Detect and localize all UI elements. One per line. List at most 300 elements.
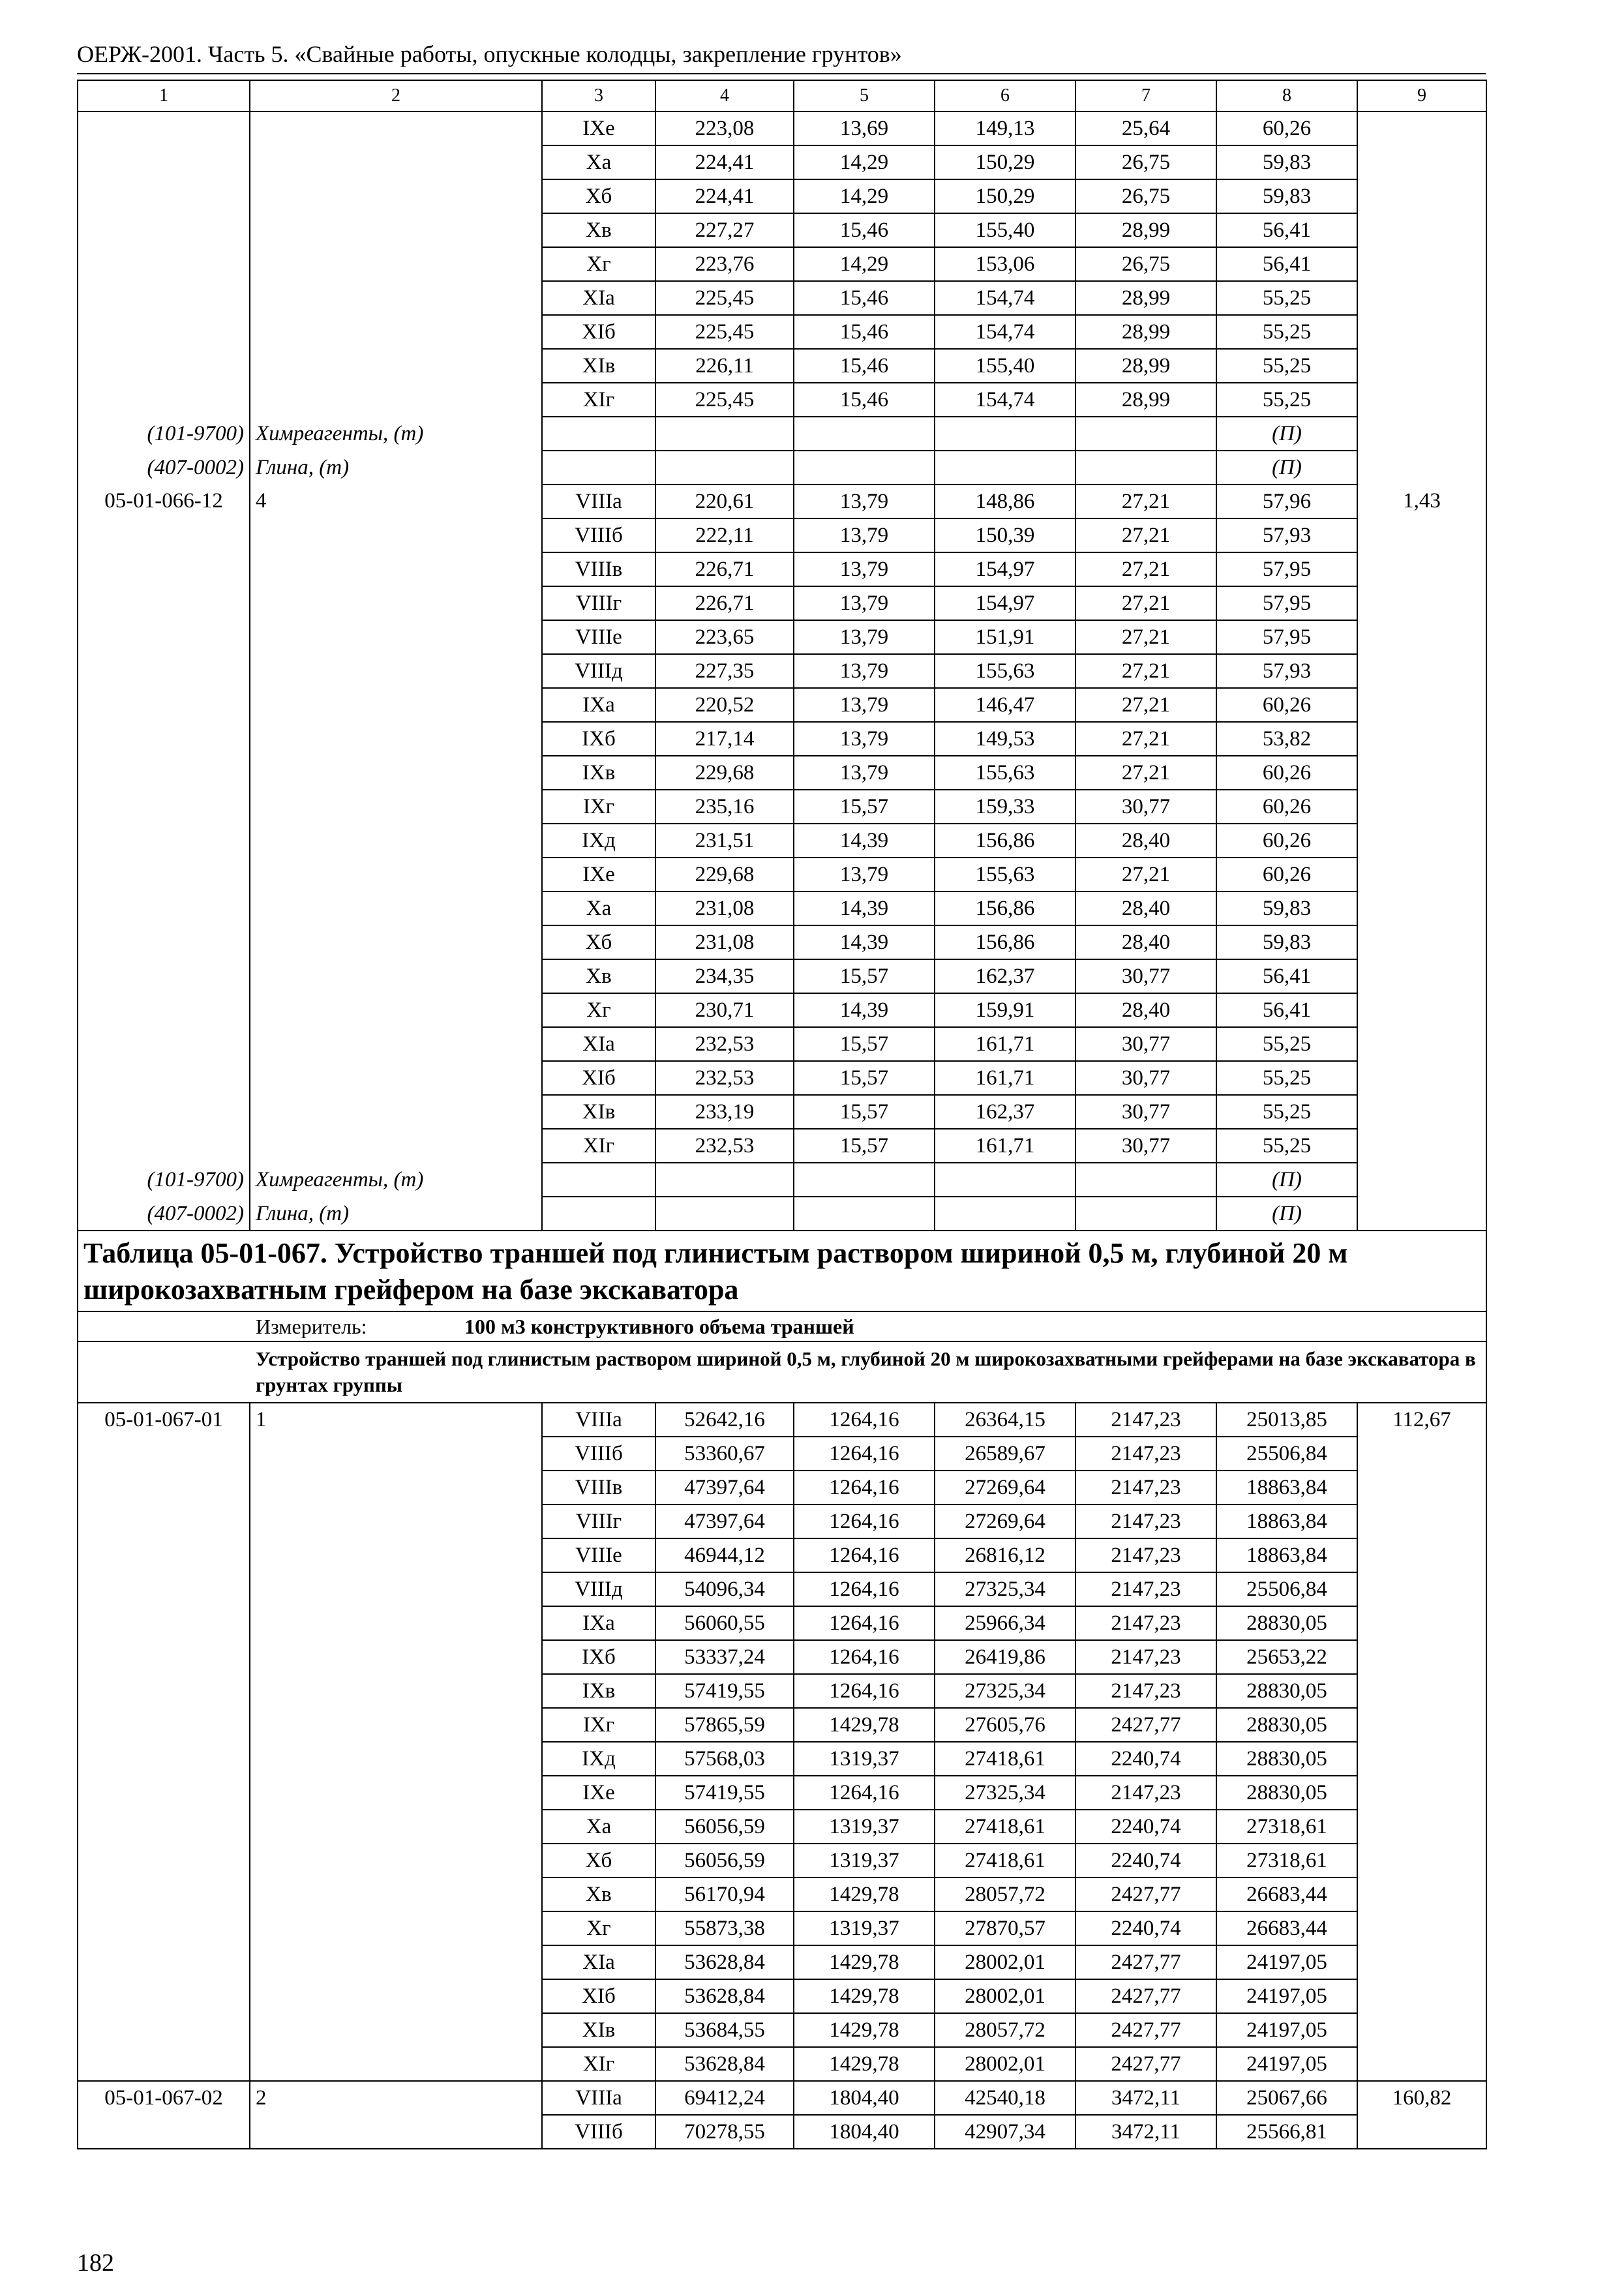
value-cell: 3472,11	[1075, 2115, 1216, 2149]
rate-code	[78, 858, 250, 891]
rate-code	[78, 620, 250, 654]
value-cell: 30,77	[1075, 1095, 1216, 1129]
value-cell: 159,91	[935, 993, 1075, 1027]
item-name	[250, 1027, 542, 1061]
value-cell: 57,95	[1216, 620, 1357, 654]
col-number: 3	[542, 80, 655, 112]
item-name	[250, 722, 542, 756]
value-cell: 27418,61	[935, 1844, 1075, 1878]
empty-cell	[794, 451, 935, 485]
item-name	[250, 315, 542, 349]
col9-value	[1357, 1061, 1486, 1095]
header-rule	[77, 73, 1486, 74]
rates-table-body	[78, 80, 1486, 2149]
value-cell: 1264,16	[794, 1674, 935, 1708]
value-cell: 55,25	[1216, 281, 1357, 315]
resource-unit: (П)	[1216, 417, 1357, 451]
rate-code	[78, 179, 250, 213]
resource-code: (101-9700)	[78, 1163, 250, 1197]
item-name: 2	[250, 2081, 542, 2149]
rate-code	[78, 145, 250, 179]
item-name	[250, 552, 542, 586]
value-cell: 28,40	[1075, 824, 1216, 858]
col9-value	[1357, 552, 1486, 586]
col9-value	[1357, 688, 1486, 722]
item-name	[250, 1061, 542, 1095]
item-name	[250, 858, 542, 891]
value-cell: 27269,64	[935, 1471, 1075, 1504]
soil-group: VIIIб	[542, 1437, 655, 1471]
value-cell: 28830,05	[1216, 1742, 1357, 1776]
value-cell: 27269,64	[935, 1504, 1075, 1538]
col9-value	[1357, 383, 1486, 417]
col-number: 2	[250, 80, 542, 112]
value-cell: 1429,78	[794, 1979, 935, 2013]
value-cell: 1429,78	[794, 1945, 935, 1979]
value-cell: 53337,24	[655, 1640, 794, 1674]
rate-code	[78, 281, 250, 315]
value-cell: 60,26	[1216, 756, 1357, 790]
resource-row	[78, 451, 1486, 485]
value-cell: 27325,34	[935, 1572, 1075, 1606]
col9-value	[1357, 281, 1486, 315]
resource-row	[78, 1163, 1486, 1197]
value-cell: 155,63	[935, 756, 1075, 790]
soil-group: Xб	[542, 179, 655, 213]
value-cell: 231,08	[655, 925, 794, 959]
value-cell: 26,75	[1075, 179, 1216, 213]
value-cell: 2427,77	[1075, 2013, 1216, 2047]
item-name	[250, 586, 542, 620]
value-cell: 26,75	[1075, 247, 1216, 281]
item-name	[250, 756, 542, 790]
col9-value	[1357, 112, 1486, 145]
empty-cell	[1075, 1197, 1216, 1231]
value-cell: 2240,74	[1075, 1844, 1216, 1878]
col9-value	[1357, 722, 1486, 756]
rate-code	[78, 688, 250, 722]
value-cell: 28,99	[1075, 349, 1216, 383]
value-cell: 13,79	[794, 722, 935, 756]
rate-code	[78, 756, 250, 790]
value-cell: 55,25	[1216, 315, 1357, 349]
value-cell: 27,21	[1075, 552, 1216, 586]
resource-row	[78, 417, 1486, 451]
value-cell: 52642,16	[655, 1403, 794, 1437]
value-cell: 27,21	[1075, 858, 1216, 891]
description-row	[78, 1341, 1486, 1403]
value-cell: 13,79	[794, 654, 935, 688]
value-cell: 25067,66	[1216, 2081, 1357, 2115]
value-cell: 24197,05	[1216, 2047, 1357, 2081]
soil-group: VIIIб	[542, 2115, 655, 2149]
value-cell: 1429,78	[794, 2047, 935, 2081]
table-row	[78, 722, 1486, 756]
col9-value	[1357, 1129, 1486, 1163]
table-row	[78, 2081, 1486, 2115]
measure-line	[78, 1311, 1486, 1341]
value-cell: 15,57	[794, 1095, 935, 1129]
item-name: 4	[250, 485, 542, 518]
value-cell: 27418,61	[935, 1810, 1075, 1844]
value-cell: 13,79	[794, 485, 935, 518]
value-cell: 154,74	[935, 281, 1075, 315]
value-cell: 27870,57	[935, 1911, 1075, 1945]
col9-value	[1357, 247, 1486, 281]
col-number: 9	[1357, 80, 1486, 112]
col9-value	[1357, 451, 1486, 485]
value-cell: 28002,01	[935, 2047, 1075, 2081]
table-row	[78, 620, 1486, 654]
value-cell: 1319,37	[794, 1742, 935, 1776]
value-cell: 2147,23	[1075, 1674, 1216, 1708]
value-cell: 70278,55	[655, 2115, 794, 2149]
table-row	[78, 993, 1486, 1027]
rate-code	[78, 518, 250, 552]
value-cell: 155,40	[935, 349, 1075, 383]
item-name	[250, 349, 542, 383]
item-name	[250, 959, 542, 993]
value-cell: 15,46	[794, 213, 935, 247]
soil-group: VIIIв	[542, 1471, 655, 1504]
rate-code	[78, 349, 250, 383]
value-cell: 69412,24	[655, 2081, 794, 2115]
soil-group: XIб	[542, 1979, 655, 2013]
col9-value	[1357, 993, 1486, 1027]
value-cell: 15,57	[794, 1061, 935, 1095]
empty-cell	[542, 1163, 655, 1197]
item-name	[250, 213, 542, 247]
rate-code	[78, 925, 250, 959]
item-name	[250, 790, 542, 824]
table-row	[78, 1403, 1486, 1437]
soil-group: XIг	[542, 383, 655, 417]
item-name	[250, 1095, 542, 1129]
value-cell: 28830,05	[1216, 1708, 1357, 1742]
table-row	[78, 790, 1486, 824]
soil-group: Xв	[542, 959, 655, 993]
value-cell: 56,41	[1216, 993, 1357, 1027]
value-cell: 30,77	[1075, 959, 1216, 993]
soil-group: Xб	[542, 925, 655, 959]
table-row	[78, 315, 1486, 349]
col9-value	[1357, 620, 1486, 654]
empty-cell	[542, 451, 655, 485]
soil-group: Xв	[542, 213, 655, 247]
table-row	[78, 383, 1486, 417]
resource-row	[78, 1197, 1486, 1231]
value-cell: 24197,05	[1216, 2013, 1357, 2047]
value-cell: 57,95	[1216, 552, 1357, 586]
table-row	[78, 518, 1486, 552]
table-row	[78, 179, 1486, 213]
col9-value: 160,82	[1357, 2081, 1486, 2149]
value-cell: 226,71	[655, 586, 794, 620]
value-cell: 18863,84	[1216, 1504, 1357, 1538]
soil-group: IXе	[542, 858, 655, 891]
rate-code	[78, 315, 250, 349]
empty-cell	[1075, 417, 1216, 451]
value-cell: 27325,34	[935, 1674, 1075, 1708]
empty-cell	[1075, 1163, 1216, 1197]
measure-row	[78, 1311, 1486, 1341]
value-cell: 2147,23	[1075, 1538, 1216, 1572]
value-cell: 156,86	[935, 925, 1075, 959]
value-cell: 26,75	[1075, 145, 1216, 179]
col9-value	[1357, 654, 1486, 688]
value-cell: 154,74	[935, 383, 1075, 417]
value-cell: 27,21	[1075, 620, 1216, 654]
empty-cell	[794, 1197, 935, 1231]
value-cell: 159,33	[935, 790, 1075, 824]
table-row	[78, 485, 1486, 518]
col-number: 1	[78, 80, 250, 112]
value-cell: 14,29	[794, 145, 935, 179]
value-cell: 24197,05	[1216, 1979, 1357, 2013]
value-cell: 28002,01	[935, 1945, 1075, 1979]
col9-value	[1357, 349, 1486, 383]
value-cell: 227,27	[655, 213, 794, 247]
soil-group: XIв	[542, 1095, 655, 1129]
soil-group: IXа	[542, 1606, 655, 1640]
value-cell: 146,47	[935, 688, 1075, 722]
value-cell: 230,71	[655, 993, 794, 1027]
table-row	[78, 1027, 1486, 1061]
value-cell: 2427,77	[1075, 2047, 1216, 2081]
item-name	[250, 179, 542, 213]
value-cell: 162,37	[935, 959, 1075, 993]
value-cell: 56170,94	[655, 1878, 794, 1911]
soil-group: VIIIд	[542, 1572, 655, 1606]
rate-code: 05-01-066-12	[78, 485, 250, 518]
empty-cell	[935, 417, 1075, 451]
value-cell: 54096,34	[655, 1572, 794, 1606]
item-name: 1	[250, 1403, 542, 2081]
value-cell: 1319,37	[794, 1810, 935, 1844]
value-cell: 27,21	[1075, 688, 1216, 722]
measure-label: Измеритель:	[256, 1315, 367, 1338]
value-cell: 27325,34	[935, 1776, 1075, 1810]
value-cell: 225,45	[655, 315, 794, 349]
rate-code	[78, 1129, 250, 1163]
value-cell: 231,08	[655, 891, 794, 925]
value-cell: 1319,37	[794, 1844, 935, 1878]
item-name	[250, 688, 542, 722]
soil-group: XIв	[542, 2013, 655, 2047]
value-cell: 60,26	[1216, 790, 1357, 824]
empty-cell	[655, 451, 794, 485]
value-cell: 2427,77	[1075, 1878, 1216, 1911]
table-row	[78, 654, 1486, 688]
value-cell: 56056,59	[655, 1844, 794, 1878]
item-name	[250, 145, 542, 179]
value-cell: 223,08	[655, 112, 794, 145]
value-cell: 154,74	[935, 315, 1075, 349]
value-cell: 155,40	[935, 213, 1075, 247]
value-cell: 222,11	[655, 518, 794, 552]
soil-group: Xа	[542, 145, 655, 179]
item-name	[250, 824, 542, 858]
value-cell: 3472,11	[1075, 2081, 1216, 2115]
value-cell: 18863,84	[1216, 1538, 1357, 1572]
value-cell: 154,97	[935, 552, 1075, 586]
value-cell: 47397,64	[655, 1471, 794, 1504]
table-row	[78, 959, 1486, 993]
value-cell: 2147,23	[1075, 1471, 1216, 1504]
rate-code	[78, 1061, 250, 1095]
soil-group: VIIIа	[542, 2081, 655, 2115]
soil-group: XIа	[542, 1027, 655, 1061]
value-cell: 57,93	[1216, 518, 1357, 552]
resource-code: (407-0002)	[78, 451, 250, 485]
value-cell: 149,53	[935, 722, 1075, 756]
value-cell: 1264,16	[794, 1437, 935, 1471]
item-name	[250, 993, 542, 1027]
col9-value: 112,67	[1357, 1403, 1486, 2081]
value-cell: 28830,05	[1216, 1606, 1357, 1640]
value-cell: 42907,34	[935, 2115, 1075, 2149]
value-cell: 2427,77	[1075, 1945, 1216, 1979]
value-cell: 27,21	[1075, 586, 1216, 620]
value-cell: 57568,03	[655, 1742, 794, 1776]
value-cell: 28057,72	[935, 1878, 1075, 1911]
value-cell: 153,06	[935, 247, 1075, 281]
soil-group: Xг	[542, 993, 655, 1027]
table-description: Устройство траншей под глинистым раствором шириной 0,5 м, глубиной 20 м широкозахватными грейферами на базе экскаватора в грунтах группы	[78, 1341, 1486, 1403]
value-cell: 154,97	[935, 586, 1075, 620]
col9-value	[1357, 891, 1486, 925]
empty-cell	[542, 417, 655, 451]
table-row	[78, 213, 1486, 247]
table-row	[78, 552, 1486, 586]
value-cell: 162,37	[935, 1095, 1075, 1129]
empty-cell	[794, 1163, 935, 1197]
table-row	[78, 1095, 1486, 1129]
value-cell: 226,71	[655, 552, 794, 586]
value-cell: 2147,23	[1075, 1776, 1216, 1810]
value-cell: 226,11	[655, 349, 794, 383]
rate-code	[78, 247, 250, 281]
value-cell: 26364,15	[935, 1403, 1075, 1437]
value-cell: 149,13	[935, 112, 1075, 145]
value-cell: 25,64	[1075, 112, 1216, 145]
rate-code	[78, 383, 250, 417]
table-row	[78, 247, 1486, 281]
value-cell: 57419,55	[655, 1674, 794, 1708]
value-cell: 1804,40	[794, 2115, 935, 2149]
value-cell: 1264,16	[794, 1776, 935, 1810]
value-cell: 229,68	[655, 756, 794, 790]
col9-value	[1357, 518, 1486, 552]
value-cell: 13,79	[794, 518, 935, 552]
value-cell: 57,96	[1216, 485, 1357, 518]
value-cell: 28,99	[1075, 281, 1216, 315]
soil-group: VIIIг	[542, 586, 655, 620]
value-cell: 57865,59	[655, 1708, 794, 1742]
soil-group: IXв	[542, 756, 655, 790]
value-cell: 27,21	[1075, 518, 1216, 552]
soil-group: IXд	[542, 1742, 655, 1776]
item-name	[250, 281, 542, 315]
soil-group: Xб	[542, 1844, 655, 1878]
value-cell: 53628,84	[655, 2047, 794, 2081]
rate-code	[78, 891, 250, 925]
table-row	[78, 858, 1486, 891]
value-cell: 59,83	[1216, 891, 1357, 925]
value-cell: 55,25	[1216, 1129, 1357, 1163]
value-cell: 27,21	[1075, 756, 1216, 790]
value-cell: 42540,18	[935, 2081, 1075, 2115]
value-cell: 220,52	[655, 688, 794, 722]
value-cell: 14,39	[794, 891, 935, 925]
value-cell: 235,16	[655, 790, 794, 824]
value-cell: 231,51	[655, 824, 794, 858]
empty-cell	[794, 417, 935, 451]
value-cell: 13,79	[794, 620, 935, 654]
col9-value	[1357, 959, 1486, 993]
soil-group: IXв	[542, 1674, 655, 1708]
value-cell: 14,29	[794, 179, 935, 213]
soil-group: Xг	[542, 247, 655, 281]
value-cell: 27318,61	[1216, 1844, 1357, 1878]
item-name	[250, 620, 542, 654]
col9-value	[1357, 315, 1486, 349]
value-cell: 223,76	[655, 247, 794, 281]
empty-cell	[935, 451, 1075, 485]
value-cell: 26683,44	[1216, 1911, 1357, 1945]
resource-code: (407-0002)	[78, 1197, 250, 1231]
value-cell: 161,71	[935, 1061, 1075, 1095]
col-number: 5	[794, 80, 935, 112]
table-row	[78, 1061, 1486, 1095]
col9-value	[1357, 790, 1486, 824]
value-cell: 15,57	[794, 959, 935, 993]
col9-value	[1357, 824, 1486, 858]
soil-group: VIIIа	[542, 1403, 655, 1437]
rate-code: 05-01-067-02	[78, 2081, 250, 2149]
value-cell: 14,39	[794, 925, 935, 959]
value-cell: 13,79	[794, 756, 935, 790]
soil-group: XIг	[542, 1129, 655, 1163]
soil-group: IXб	[542, 722, 655, 756]
col9-value	[1357, 1095, 1486, 1129]
value-cell: 1264,16	[794, 1606, 935, 1640]
table-row	[78, 1129, 1486, 1163]
page-number: 182	[77, 2249, 114, 2277]
soil-group: VIIIб	[542, 518, 655, 552]
value-cell: 2147,23	[1075, 1606, 1216, 1640]
value-cell: 1264,16	[794, 1640, 935, 1674]
value-cell: 229,68	[655, 858, 794, 891]
soil-group: IXе	[542, 1776, 655, 1810]
value-cell: 56,41	[1216, 213, 1357, 247]
empty-cell	[935, 1163, 1075, 1197]
value-cell: 25653,22	[1216, 1640, 1357, 1674]
item-name	[250, 112, 542, 145]
col9-value	[1357, 417, 1486, 451]
resource-unit: (П)	[1216, 1197, 1357, 1231]
soil-group: IXд	[542, 824, 655, 858]
value-cell: 15,57	[794, 1027, 935, 1061]
col-number: 4	[655, 80, 794, 112]
value-cell: 1264,16	[794, 1504, 935, 1538]
value-cell: 2147,23	[1075, 1504, 1216, 1538]
value-cell: 26816,12	[935, 1538, 1075, 1572]
value-cell: 2240,74	[1075, 1810, 1216, 1844]
value-cell: 24197,05	[1216, 1945, 1357, 1979]
value-cell: 14,29	[794, 247, 935, 281]
value-cell: 57,93	[1216, 654, 1357, 688]
